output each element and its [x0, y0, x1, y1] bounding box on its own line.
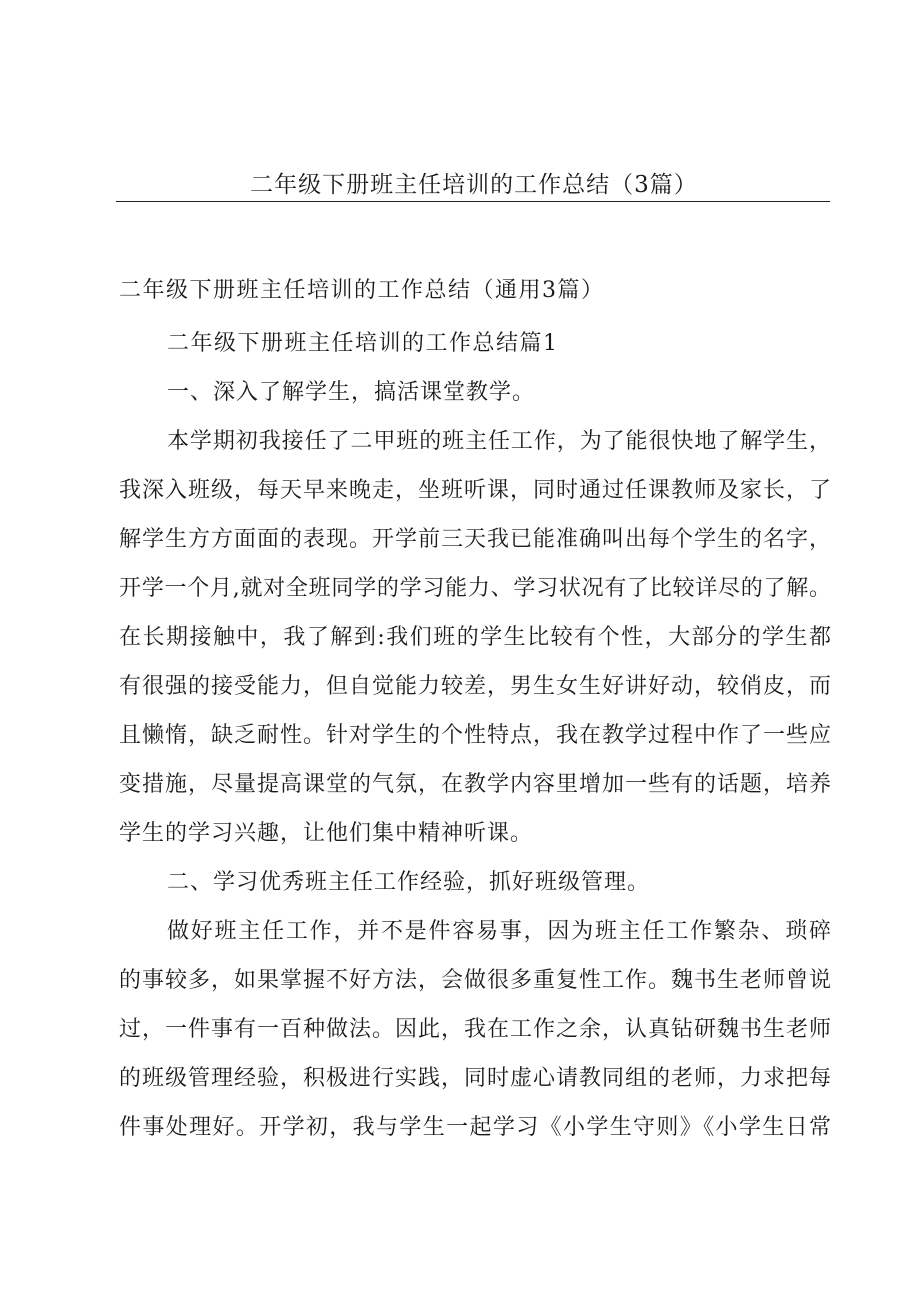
document-body [119, 266, 831, 1152]
document-subtitle: 二年级下册班主任培训的工作总结（通用3篇） [119, 278, 605, 303]
paragraph-1 [119, 417, 831, 858]
paragraph-line: 变措施，尽量提高课堂的气氛，在教学内容里增加一些有的话题，培养 [119, 772, 831, 797]
paragraph-line: 学生的学习兴趣，让他们集中精神听课。 [119, 821, 534, 846]
paragraph-line: 的事较多，如果掌握不好方法，会做很多重复性工作。魏书生老师曾说 [119, 968, 831, 993]
paragraph-2 [119, 907, 831, 1152]
paragraph-line: 解学生方方面面的表现。开学前三天我已能准确叫出每个学生的名字， [119, 527, 831, 552]
section-heading-2: 二、学习优秀班主任工作经验，抓好班级管理。 [167, 870, 651, 895]
document-title: 二年级下册班主任培训的工作总结（3篇） [250, 172, 698, 198]
paragraph-line: 且懒惰，缺乏耐性。针对学生的个性特点，我在教学过程中作了一些应 [119, 723, 831, 748]
chapter-heading: 二年级下册班主任培训的工作总结篇1 [167, 331, 559, 356]
paragraph-line: 做好班主任工作，并不是件容易事，因为班主任工作繁杂、琐碎 [167, 919, 831, 944]
title-underline [116, 201, 830, 202]
paragraph-line: 件事处理好。开学初，我与学生一起学习《小学生守则》《小学生日常 [119, 1115, 831, 1140]
paragraph-line: 的班级管理经验，积极进行实践，同时虚心请教同组的老师，力求把每 [119, 1066, 831, 1091]
paragraph-line: 有很强的接受能力，但自觉能力较差，男生女生好讲好动，较俏皮，而 [119, 674, 831, 699]
paragraph-line: 过，一件事有一百种做法。因此，我在工作之余，认真钻研魏书生老师 [119, 1017, 831, 1042]
paragraph-line: 本学期初我接任了二甲班的班主任工作，为了能很快地了解学生， [167, 429, 831, 454]
section-heading-1: 一、深入了解学生，搞活课堂教学。 [167, 380, 536, 405]
paragraph-line: 我深入班级，每天早来晚走，坐班听课，同时通过任课教师及家长，了 [119, 478, 831, 503]
paragraph-line: 在长期接触中，我了解到:我们班的学生比较有个性，大部分的学生都 [119, 625, 831, 650]
paragraph-line: 开学一个月,就对全班同学的学习能力、学习状况有了比较详尽的了解。 [119, 576, 831, 601]
